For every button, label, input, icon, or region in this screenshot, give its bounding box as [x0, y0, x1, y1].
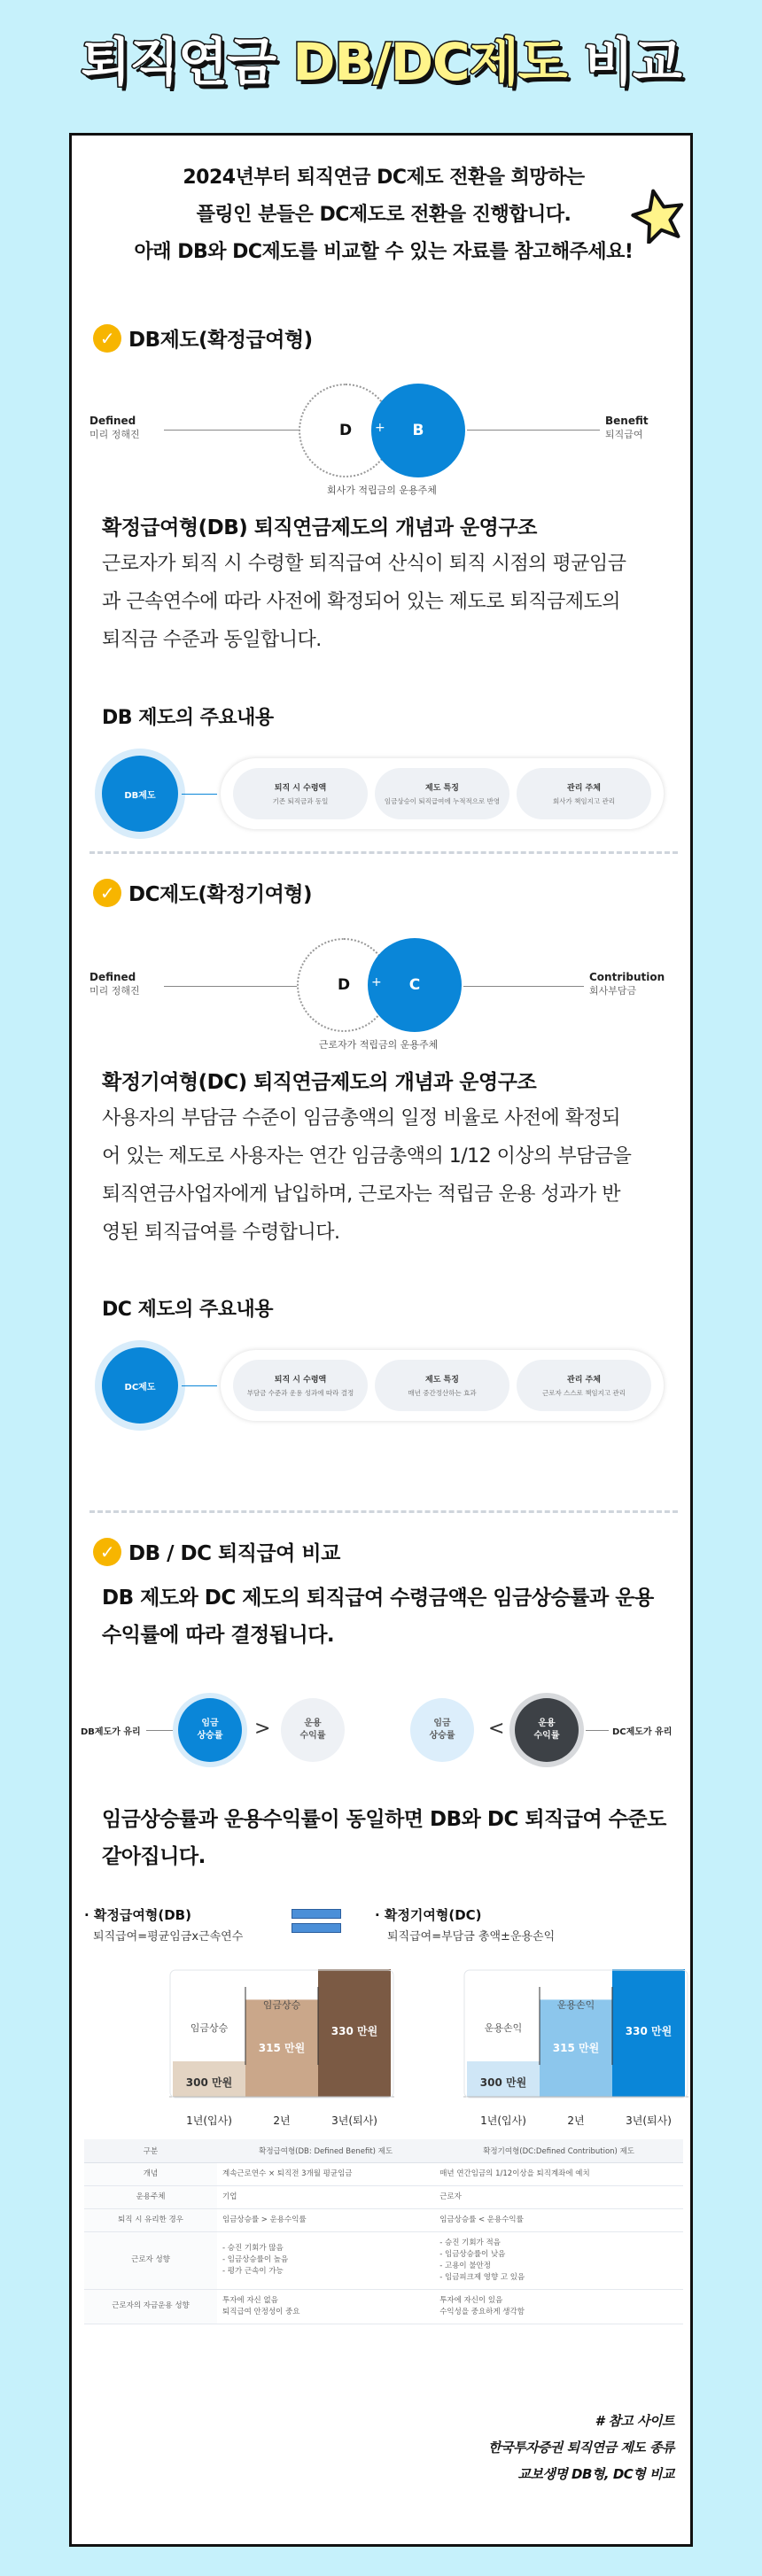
venn-left-label: Defined 미리 정해진 [89, 971, 140, 997]
bar-value-label: 330 만원 [625, 2025, 673, 2037]
db-formula: 퇴직급여=평균임금x근속연수 [93, 1930, 244, 1944]
x-tick-label: 3년(퇴사) [626, 2114, 672, 2127]
equal-statement: 임금상승률과 운용수익률이 동일하면 DB와 DC 퇴직급여 수준도 같아집니다. [102, 1808, 666, 1868]
venn-caption: 회사가 적립금의 운용주체 [327, 485, 437, 496]
venn-caption: 근로자가 적립금의 운용주체 [318, 1039, 439, 1051]
table-row-label: 개념 [84, 2162, 217, 2185]
bar-value-label: 315 만원 [552, 2042, 600, 2055]
dc-formula-title: · 확정기여형(DC) [375, 1907, 482, 1923]
plus-icon: + [371, 975, 382, 989]
check-icon: ✓ [93, 1538, 121, 1566]
table-row [84, 2185, 683, 2208]
table-cell: - 승진 기회가 많음 - 임금상승률이 높음 - 평가 근속이 가능 [217, 2231, 434, 2289]
references [488, 2408, 674, 2487]
arrow-left [164, 430, 315, 431]
return-rate-circle: 운용 수익률 [515, 1698, 579, 1762]
bar-value-label: 300 만원 [185, 2076, 233, 2089]
arrow-right [586, 1730, 609, 1731]
x-tick-label: 1년(입사) [186, 2114, 232, 2127]
table-row-label: 퇴직 시 유리한 경우 [84, 2208, 217, 2231]
dc-chart [463, 1969, 704, 2129]
x-tick-label: 1년(입사) [480, 2114, 526, 2127]
dc-summary-title: DC 제도의 주요내용 [102, 1299, 273, 1321]
check-icon: ✓ [93, 324, 121, 353]
db-pill: 관리 주체 회사가 책임지고 관리 [517, 768, 651, 819]
venn-circle-d: D [299, 384, 393, 477]
table-row [84, 2231, 683, 2289]
section-divider [89, 851, 678, 854]
db-summary-box [221, 758, 664, 829]
bar-icon [292, 1923, 341, 1933]
compare-statement: DB 제도와 DC 제도의 퇴직급여 수령금액은 임금상승률과 운용 수익률에 따라 결정됩니다. [102, 1587, 654, 1647]
bar-value-label: 315 만원 [258, 2042, 306, 2055]
chart-annotation: 임금상승 [262, 1999, 301, 2011]
table-row-label: 근로자 성향 [84, 2231, 217, 2289]
return-rate-circle: 운용 수익률 [281, 1698, 345, 1762]
page-title: 퇴직연금 DB/DC제도 비교 [81, 32, 681, 92]
dc-concept-body: 사용자의 부담금 수준이 임금총액의 일정 비율로 사전에 확정되 어 있는 제도로 사용자는 연간 임금총액의 1/12 이상의 부담금을 퇴직연금사업자에게 납입하며, 근로자는 적립금 운용 성과가 반 영된 퇴직급여를 수령합니다. [102, 1107, 632, 1244]
venn-circle-b: B [371, 384, 465, 477]
plus-icon: + [375, 421, 385, 435]
check-icon: ✓ [93, 879, 121, 907]
intro-line-1: 2024년부터 퇴직연금 DC제도 전환을 희망하는 [183, 167, 585, 189]
table-row [84, 2162, 683, 2185]
db-section-title: ✓ DB제도(확정급여형) [93, 323, 313, 353]
dc-pill: 제도 특징 매년 중간정산하는 효과 [375, 1360, 509, 1411]
db-concept-body: 근로자가 퇴직 시 수령할 퇴직급여 산식이 퇴직 시점의 평균임금 과 근속연수에 따라 사전에 확정되어 있는 제도로 퇴직금제도의 퇴직금 수준과 동일합니다. [102, 553, 626, 651]
db-concept-title: 확정급여형(DB) 퇴직연금제도의 개념과 운영구조 [102, 516, 537, 539]
table-cell: 근로자 [434, 2185, 683, 2208]
table-header: 확정기여형(DC:Defined Contribution) 제도 [434, 2139, 683, 2162]
table-cell: 임금상승률 < 운용수익률 [434, 2208, 683, 2231]
wage-rate-circle: 임금 상승률 [410, 1698, 474, 1762]
x-tick-label: 2년 [273, 2114, 291, 2127]
bar-icon [292, 1909, 341, 1919]
table-row-label: 근로자의 자금운용 성향 [84, 2289, 217, 2324]
table-row [84, 2289, 683, 2324]
arrow-right [463, 986, 584, 987]
venn-left-label: Defined 미리 정해진 [89, 415, 140, 440]
table-row [84, 2208, 683, 2231]
arrow-left [146, 1730, 175, 1731]
dc-pill: 관리 주체 근로자 스스로 책임지고 관리 [517, 1360, 651, 1411]
summary-arrow [182, 794, 217, 795]
table-cell: 기업 [217, 2185, 434, 2208]
reference-link[interactable]: 교보생명 DB형, DC형 비교 [517, 2466, 674, 2482]
dc-formula: 퇴직급여=부담금 총액±운용손익 [387, 1930, 556, 1944]
table-cell: 계속근로연수 × 퇴직전 3개월 평균임금 [217, 2162, 434, 2185]
table-header-row [84, 2139, 683, 2162]
arrow-right [467, 430, 600, 431]
table-cell: 임금상승률 > 운용수익률 [217, 2208, 434, 2231]
x-tick-label: 2년 [567, 2114, 585, 2127]
dc-summary-box [221, 1350, 664, 1421]
dc-favor-label: DC제도가 유리 [612, 1727, 673, 1737]
content-card [69, 133, 693, 2547]
db-summary-title: DB 제도의 주요내용 [102, 707, 274, 729]
chart-annotation: 임금상승 [190, 2022, 229, 2034]
greater-than-icon: > [254, 1718, 271, 1740]
table-header: 구분 [84, 2139, 217, 2162]
comparison-table [84, 2139, 683, 2324]
table-cell: 매년 연간임금의 1/12이상을 퇴직계좌에 예치 [434, 2162, 683, 2185]
references-title: # 참고 사이트 [595, 2413, 674, 2429]
table-header: 확정급여형(DB: Defined Benefit) 제도 [217, 2139, 434, 2162]
venn-circle-c: C [368, 938, 462, 1032]
db-pill: 제도 특징 임금상승이 퇴직급여에 누적적으로 반영 [375, 768, 509, 819]
dc-section-title: ✓ DC제도(확정기여형) [93, 878, 312, 907]
x-tick-label: 3년(퇴사) [331, 2114, 377, 2127]
bar-value-label: 300 만원 [479, 2076, 527, 2089]
chart-annotation: 운용손익 [484, 2022, 523, 2034]
page-header [0, 0, 762, 133]
dc-summary-circle: DC제도 [102, 1347, 178, 1424]
less-than-icon: < [488, 1718, 505, 1740]
chart-annotation: 운용손익 [556, 1999, 595, 2011]
section-divider [89, 1510, 678, 1513]
table-row-label: 운용주체 [84, 2185, 217, 2208]
dc-pill: 퇴직 시 수령액 부담금 수준과 운용 성과에 따라 결정 [233, 1360, 368, 1411]
db-chart [169, 1969, 410, 2129]
compare-section-title: ✓ DB / DC 퇴직급여 비교 [93, 1537, 340, 1566]
summary-arrow [182, 1385, 217, 1386]
intro-line-2: 플링인 분들은 DC제도로 전환을 진행합니다. [196, 204, 572, 226]
intro-line-3: 아래 DB와 DC제도를 비교할 수 있는 자료를 참고해주세요! [134, 241, 634, 263]
table-cell: 투자에 자신 없음 퇴직급여 안정성이 중요 [217, 2289, 434, 2324]
wage-rate-circle: 임금 상승률 [178, 1698, 242, 1762]
dc-concept-title: 확정기여형(DC) 퇴직연금제도의 개념과 운영구조 [102, 1071, 537, 1094]
venn-right-label: Contribution 회사부담금 [589, 971, 665, 997]
bar-value-label: 330 만원 [330, 2025, 378, 2037]
db-pill: 퇴직 시 수령액 기존 퇴직금과 동일 [233, 768, 368, 819]
table-cell: - 승진 기회가 적음 - 임금상승률이 낮음 - 고용이 불안정 - 임금피크제 영향 고 있음 [434, 2231, 683, 2289]
db-summary-circle: DB제도 [102, 756, 178, 832]
venn-right-label: Benefit 퇴직급여 [605, 415, 649, 440]
table-cell: 투자에 자신이 있음 수익성을 중요하게 생각함 [434, 2289, 683, 2324]
arrow-left [164, 986, 315, 987]
db-formula-title: · 확정급여형(DB) [84, 1907, 191, 1923]
db-favor-label: DB제도가 유리 [81, 1727, 141, 1737]
reference-link[interactable]: 한국투자증권 퇴직연금 제도 종류 [487, 2440, 674, 2456]
venn-circle-d: D [297, 938, 391, 1032]
